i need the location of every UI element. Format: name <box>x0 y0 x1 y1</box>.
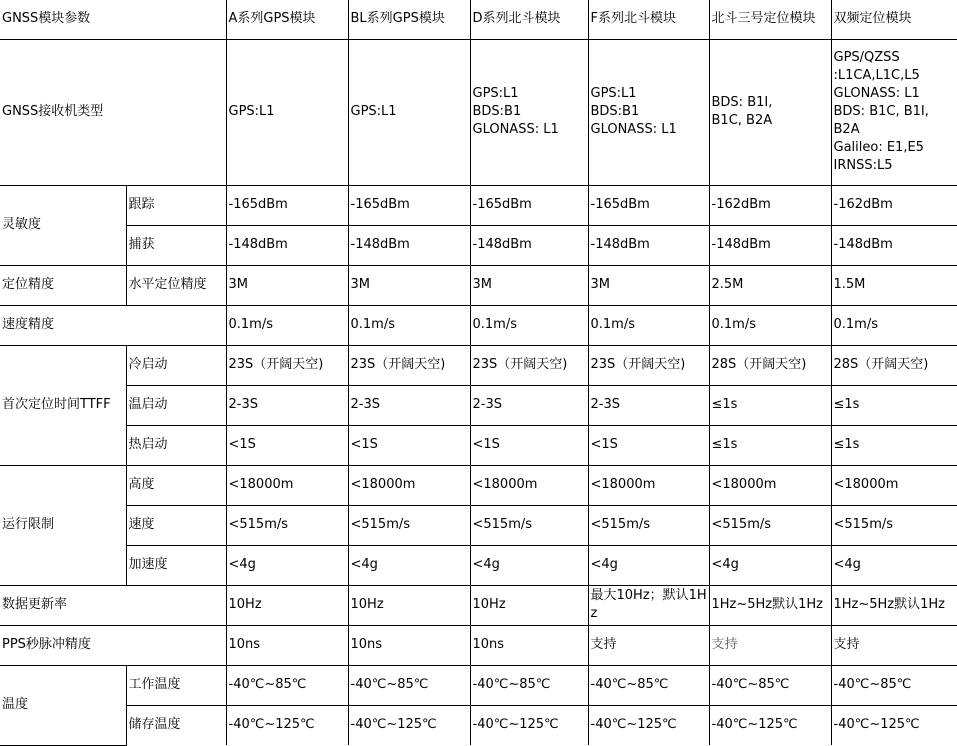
row-label: 速度精度 <box>0 305 226 345</box>
header-module: BL系列GPS模块 <box>348 0 470 39</box>
value-cell: -165dBm <box>588 185 709 225</box>
value-cell: -40℃~125℃ <box>226 705 348 745</box>
value-cell: 10ns <box>226 625 348 665</box>
cell-line: GLONASS: L1 <box>473 121 588 139</box>
value-cell: <515m/s <box>831 505 957 545</box>
cell-line: BDS: B1I, <box>712 94 831 112</box>
value-cell: -40℃~85℃ <box>470 665 588 705</box>
value-cell: 10Hz <box>226 585 348 625</box>
value-cell: <515m/s <box>709 505 831 545</box>
header-module: 北斗三号定位模块 <box>709 0 831 39</box>
row-label: 首次定位时间TTFF <box>0 345 126 465</box>
value-cell: 0.1m/s <box>226 305 348 345</box>
value-cell: 0.1m/s <box>588 305 709 345</box>
header-module: A系列GPS模块 <box>226 0 348 39</box>
value-cell: -165dBm <box>348 185 470 225</box>
value-cell: 支持 <box>709 625 831 665</box>
value-cell: -165dBm <box>470 185 588 225</box>
sub-label: 工作温度 <box>126 665 226 705</box>
value-cell: -40℃~125℃ <box>588 705 709 745</box>
value-cell: 2-3S <box>588 385 709 425</box>
cell-line: BDS:B1 <box>473 103 588 121</box>
cell-line: GPS/QZSS <box>834 49 957 67</box>
value-cell: 支持 <box>831 625 957 665</box>
value-cell: -162dBm <box>709 185 831 225</box>
value-cell: 2-3S <box>226 385 348 425</box>
value-cell: <4g <box>348 545 470 585</box>
sub-label: 速度 <box>126 505 226 545</box>
receiver-type-cell <box>588 39 709 185</box>
value-cell: <1S <box>470 425 588 465</box>
sensitivity-tracking-row <box>0 185 957 225</box>
value-cell: -148dBm <box>588 225 709 265</box>
value-cell: <18000m <box>831 465 957 505</box>
value-cell: 最大10Hz；默认1Hz <box>588 585 709 625</box>
sub-label: 捕获 <box>126 225 226 265</box>
cell-line: Galileo: E1,E5 <box>834 139 957 157</box>
value-cell: 3M <box>470 265 588 305</box>
value-cell: -162dBm <box>831 185 957 225</box>
value-cell: -148dBm <box>709 225 831 265</box>
value-cell: 10ns <box>470 625 588 665</box>
velocity-accuracy-row <box>0 305 957 345</box>
value-cell: 0.1m/s <box>470 305 588 345</box>
value-cell: 0.1m/s <box>709 305 831 345</box>
value-cell: -148dBm <box>470 225 588 265</box>
value-cell: <4g <box>831 545 957 585</box>
value-cell: 28S（开阔天空) <box>831 345 957 385</box>
temp-storage-row <box>0 705 957 745</box>
sub-label: 热启动 <box>126 425 226 465</box>
value-cell: ≤1s <box>709 425 831 465</box>
cell-line: GPS:L1 <box>473 85 588 103</box>
temp-operating-row <box>0 665 957 705</box>
value-cell: ≤1s <box>831 425 957 465</box>
value-cell: 支持 <box>588 625 709 665</box>
value-cell: <18000m <box>588 465 709 505</box>
value-cell: 3M <box>226 265 348 305</box>
value-cell: -40℃~125℃ <box>709 705 831 745</box>
value-cell: 23S（开阔天空) <box>348 345 470 385</box>
value-cell: -40℃~125℃ <box>470 705 588 745</box>
sub-label: 温启动 <box>126 385 226 425</box>
value-cell: 2-3S <box>470 385 588 425</box>
value-cell: <1S <box>348 425 470 465</box>
cell-line: B2A <box>834 121 957 139</box>
value-cell: 0.1m/s <box>348 305 470 345</box>
value-cell: 23S（开阔天空) <box>588 345 709 385</box>
value-cell: <515m/s <box>348 505 470 545</box>
cell-line: GPS:L1 <box>351 103 470 121</box>
value-cell: <515m/s <box>226 505 348 545</box>
value-cell: 2-3S <box>348 385 470 425</box>
ttff-cold-row <box>0 345 957 385</box>
row-label: 数据更新率 <box>0 585 226 625</box>
receiver-type-row <box>0 39 957 185</box>
limits-altitude-row <box>0 465 957 505</box>
value-cell: 1Hz~5Hz默认1Hz <box>709 585 831 625</box>
value-cell: 2.5M <box>709 265 831 305</box>
receiver-type-cell <box>831 39 957 185</box>
value-cell: <515m/s <box>470 505 588 545</box>
row-label: PPS秒脉冲精度 <box>0 625 226 665</box>
header-row <box>0 0 957 39</box>
value-cell: 1Hz~5Hz默认1Hz <box>831 585 957 625</box>
value-cell: <4g <box>470 545 588 585</box>
cell-line: GLONASS: L1 <box>591 121 709 139</box>
value-cell: 10Hz <box>348 585 470 625</box>
value-cell: 3M <box>588 265 709 305</box>
value-cell: -40℃~85℃ <box>831 665 957 705</box>
receiver-type-cell <box>348 39 470 185</box>
value-cell: ≤1s <box>709 385 831 425</box>
position-accuracy-row <box>0 265 957 305</box>
sensitivity-acquisition-row <box>0 225 957 265</box>
value-cell: 3M <box>348 265 470 305</box>
value-cell: <4g <box>588 545 709 585</box>
value-cell: -40℃~85℃ <box>226 665 348 705</box>
value-cell: 23S（开阔天空) <box>470 345 588 385</box>
sub-label: 高度 <box>126 465 226 505</box>
sub-label: 水平定位精度 <box>126 265 226 305</box>
value-cell: -40℃~125℃ <box>348 705 470 745</box>
value-cell: <18000m <box>226 465 348 505</box>
header-module: F系列北斗模块 <box>588 0 709 39</box>
value-cell: -40℃~85℃ <box>588 665 709 705</box>
header-module: 双频定位模块 <box>831 0 957 39</box>
receiver-type-cell <box>709 39 831 185</box>
value-cell: -148dBm <box>226 225 348 265</box>
value-cell: -165dBm <box>226 185 348 225</box>
pps-row <box>0 625 957 665</box>
ttff-hot-row <box>0 425 957 465</box>
row-label: 温度 <box>0 665 126 745</box>
value-cell: 0.1m/s <box>831 305 957 345</box>
value-cell: ≤1s <box>831 385 957 425</box>
value-cell: 10ns <box>348 625 470 665</box>
receiver-type-cell <box>226 39 348 185</box>
cell-line: :L1CA,L1C,L5 <box>834 67 957 85</box>
cell-line: GLONASS: L1 <box>834 85 957 103</box>
value-cell: -148dBm <box>831 225 957 265</box>
ttff-warm-row <box>0 385 957 425</box>
value-cell: <18000m <box>709 465 831 505</box>
value-cell: -40℃~125℃ <box>831 705 957 745</box>
value-cell: 1.5M <box>831 265 957 305</box>
header-module: D系列北斗模块 <box>470 0 588 39</box>
value-cell: 23S（开阔天空) <box>226 345 348 385</box>
value-cell: 28S（开阔天空) <box>709 345 831 385</box>
receiver-type-cell <box>470 39 588 185</box>
sub-label: 跟踪 <box>126 185 226 225</box>
value-cell: <18000m <box>348 465 470 505</box>
row-label: 灵敏度 <box>0 185 126 265</box>
cell-line: BDS:B1 <box>591 103 709 121</box>
value-cell: <1S <box>226 425 348 465</box>
row-label: 运行限制 <box>0 465 126 585</box>
value-cell: <1S <box>588 425 709 465</box>
value-cell: -40℃~85℃ <box>709 665 831 705</box>
value-cell: <4g <box>226 545 348 585</box>
value-cell: 10Hz <box>470 585 588 625</box>
update-rate-row <box>0 585 957 625</box>
cell-line: IRNSS:L5 <box>834 157 957 175</box>
header-param: GNSS模块参数 <box>0 0 226 39</box>
cell-line: GPS:L1 <box>229 103 348 121</box>
cell-line: B1C, B2A <box>712 112 831 130</box>
row-label: 定位精度 <box>0 265 126 305</box>
value-cell: -40℃~85℃ <box>348 665 470 705</box>
value-cell: <18000m <box>470 465 588 505</box>
cell-line: BDS: B1C, B1I, <box>834 103 957 121</box>
cell-line: GPS:L1 <box>591 85 709 103</box>
value-cell: -148dBm <box>348 225 470 265</box>
limits-speed-row <box>0 505 957 545</box>
sub-label: 冷启动 <box>126 345 226 385</box>
limits-acceleration-row <box>0 545 957 585</box>
sub-label: 储存温度 <box>126 705 226 745</box>
row-label: GNSS接收机类型 <box>0 39 226 185</box>
value-cell: <4g <box>709 545 831 585</box>
sub-label: 加速度 <box>126 545 226 585</box>
value-cell: <515m/s <box>588 505 709 545</box>
